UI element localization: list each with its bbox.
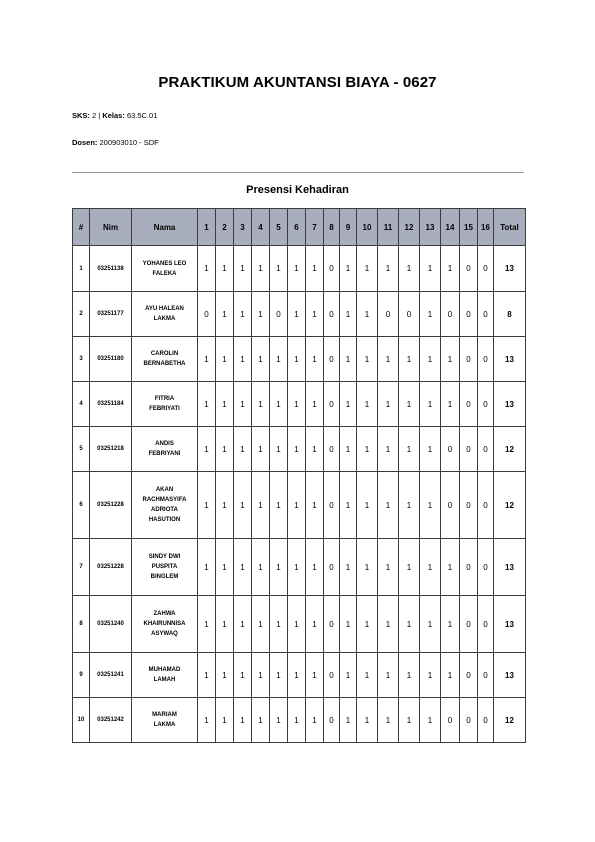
column-header: # bbox=[73, 209, 90, 246]
student-name-line: ASYWAQ bbox=[151, 631, 178, 637]
table-row bbox=[73, 539, 526, 596]
attendance-mark: 0 bbox=[478, 698, 494, 743]
table-row bbox=[73, 337, 526, 382]
attendance-mark: 1 bbox=[306, 292, 324, 337]
attendance-total: 13 bbox=[494, 539, 526, 596]
table-row bbox=[73, 246, 526, 292]
attendance-mark: 1 bbox=[306, 427, 324, 472]
attendance-mark: 1 bbox=[399, 427, 420, 472]
attendance-mark: 1 bbox=[252, 246, 270, 292]
attendance-mark: 0 bbox=[460, 292, 478, 337]
attendance-mark: 1 bbox=[288, 246, 306, 292]
attendance-mark: 1 bbox=[399, 698, 420, 743]
attendance-mark: 0 bbox=[324, 698, 340, 743]
attendance-mark: 1 bbox=[288, 596, 306, 653]
attendance-mark: 1 bbox=[378, 653, 399, 698]
column-header: 2 bbox=[216, 209, 234, 246]
attendance-mark: 1 bbox=[216, 427, 234, 472]
attendance-mark: 1 bbox=[340, 292, 357, 337]
attendance-mark: 1 bbox=[441, 382, 460, 427]
attendance-mark: 1 bbox=[234, 596, 252, 653]
attendance-mark: 1 bbox=[198, 698, 216, 743]
student-name-line: ZAHWA bbox=[153, 611, 176, 617]
attendance-mark: 1 bbox=[378, 596, 399, 653]
header-row bbox=[73, 209, 526, 246]
attendance-mark: 1 bbox=[420, 472, 441, 539]
attendance-mark: 0 bbox=[324, 382, 340, 427]
column-header: 1 bbox=[198, 209, 216, 246]
attendance-mark: 1 bbox=[306, 472, 324, 539]
kelas-label: Kelas: bbox=[102, 111, 125, 120]
attendance-mark: 1 bbox=[357, 472, 378, 539]
student-name bbox=[132, 472, 198, 539]
student-nim: 03251180 bbox=[90, 337, 132, 382]
attendance-mark: 0 bbox=[460, 596, 478, 653]
dosen-label: Dosen: bbox=[72, 138, 98, 147]
attendance-mark: 1 bbox=[357, 698, 378, 743]
student-name bbox=[132, 292, 198, 337]
table-row bbox=[73, 427, 526, 472]
attendance-mark: 0 bbox=[324, 246, 340, 292]
student-nim: 03251184 bbox=[90, 382, 132, 427]
attendance-mark: 1 bbox=[288, 427, 306, 472]
attendance-mark: 1 bbox=[399, 596, 420, 653]
attendance-mark: 1 bbox=[378, 427, 399, 472]
attendance-mark: 0 bbox=[441, 292, 460, 337]
attendance-mark: 1 bbox=[216, 653, 234, 698]
student-name-line: MUHAMAD bbox=[148, 667, 181, 673]
attendance-mark: 1 bbox=[216, 596, 234, 653]
attendance-mark: 1 bbox=[357, 292, 378, 337]
attendance-mark: 0 bbox=[324, 539, 340, 596]
student-name-line: RACHMASYIFA bbox=[142, 497, 187, 503]
attendance-mark: 1 bbox=[234, 539, 252, 596]
attendance-mark: 1 bbox=[306, 596, 324, 653]
column-header: 11 bbox=[378, 209, 399, 246]
attendance-mark: 0 bbox=[324, 292, 340, 337]
student-name-line: HASUTION bbox=[148, 517, 181, 523]
attendance-mark: 1 bbox=[378, 472, 399, 539]
attendance-mark: 0 bbox=[270, 292, 288, 337]
attendance-mark: 1 bbox=[234, 337, 252, 382]
attendance-mark: 1 bbox=[198, 337, 216, 382]
column-header: 6 bbox=[288, 209, 306, 246]
attendance-mark: 1 bbox=[420, 337, 441, 382]
attendance-mark: 1 bbox=[234, 698, 252, 743]
course-info bbox=[72, 111, 157, 120]
section-title: Presensi Kehadiran bbox=[246, 184, 349, 196]
attendance-mark: 1 bbox=[252, 382, 270, 427]
row-number: 4 bbox=[73, 382, 90, 427]
attendance-mark: 0 bbox=[460, 337, 478, 382]
column-header: Total bbox=[494, 209, 526, 246]
attendance-mark: 0 bbox=[478, 472, 494, 539]
table-row bbox=[73, 698, 526, 743]
attendance-mark: 1 bbox=[420, 427, 441, 472]
attendance-mark: 0 bbox=[478, 337, 494, 382]
column-header: 5 bbox=[270, 209, 288, 246]
attendance-mark: 1 bbox=[216, 472, 234, 539]
column-header: 8 bbox=[324, 209, 340, 246]
lecturer-info bbox=[72, 138, 159, 147]
attendance-mark: 0 bbox=[460, 698, 478, 743]
attendance-mark: 0 bbox=[378, 292, 399, 337]
student-name-line: KHAIRUNNISA bbox=[143, 621, 186, 627]
attendance-mark: 1 bbox=[288, 382, 306, 427]
attendance-mark: 1 bbox=[288, 653, 306, 698]
student-name-line: FITRIA bbox=[154, 396, 175, 402]
attendance-total: 8 bbox=[494, 292, 526, 337]
attendance-mark: 1 bbox=[306, 382, 324, 427]
attendance-mark: 1 bbox=[216, 539, 234, 596]
attendance-mark: 0 bbox=[324, 337, 340, 382]
attendance-mark: 0 bbox=[460, 539, 478, 596]
attendance-mark: 1 bbox=[357, 427, 378, 472]
divider bbox=[72, 172, 524, 173]
attendance-mark: 1 bbox=[441, 596, 460, 653]
attendance-mark: 1 bbox=[270, 337, 288, 382]
attendance-mark: 0 bbox=[478, 539, 494, 596]
sks-value: 2 bbox=[92, 111, 97, 120]
student-name-line: AKAN bbox=[155, 487, 174, 493]
column-header: 13 bbox=[420, 209, 441, 246]
attendance-mark: 1 bbox=[340, 698, 357, 743]
student-name-line: LAMAH bbox=[153, 677, 176, 683]
attendance-mark: 1 bbox=[357, 246, 378, 292]
student-nim: 03251241 bbox=[90, 653, 132, 698]
attendance-mark: 1 bbox=[216, 698, 234, 743]
attendance-mark: 1 bbox=[441, 246, 460, 292]
attendance-mark: 1 bbox=[378, 337, 399, 382]
attendance-mark: 1 bbox=[198, 596, 216, 653]
attendance-total: 13 bbox=[494, 653, 526, 698]
attendance-mark: 1 bbox=[378, 382, 399, 427]
attendance-mark: 1 bbox=[270, 246, 288, 292]
attendance-mark: 1 bbox=[340, 427, 357, 472]
attendance-mark: 0 bbox=[324, 596, 340, 653]
attendance-mark: 1 bbox=[357, 539, 378, 596]
attendance-mark: 0 bbox=[460, 472, 478, 539]
attendance-mark: 0 bbox=[460, 382, 478, 427]
column-header: Nim bbox=[90, 209, 132, 246]
column-header: 16 bbox=[478, 209, 494, 246]
attendance-mark: 1 bbox=[399, 382, 420, 427]
attendance-mark: 1 bbox=[252, 653, 270, 698]
attendance-mark: 1 bbox=[378, 246, 399, 292]
attendance-mark: 0 bbox=[198, 292, 216, 337]
attendance-mark: 1 bbox=[420, 246, 441, 292]
student-nim: 03251240 bbox=[90, 596, 132, 653]
attendance-mark: 1 bbox=[340, 539, 357, 596]
attendance-mark: 1 bbox=[234, 472, 252, 539]
student-name bbox=[132, 596, 198, 653]
student-name bbox=[132, 698, 198, 743]
student-nim: 03251242 bbox=[90, 698, 132, 743]
attendance-mark: 1 bbox=[252, 337, 270, 382]
attendance-mark: 0 bbox=[460, 653, 478, 698]
student-name-line: CAROLIN bbox=[150, 351, 179, 357]
attendance-mark: 1 bbox=[420, 596, 441, 653]
attendance-mark: 1 bbox=[340, 246, 357, 292]
attendance-mark: 0 bbox=[441, 698, 460, 743]
attendance-mark: 1 bbox=[420, 698, 441, 743]
student-name-line: PUSPITA bbox=[151, 564, 178, 570]
row-number: 6 bbox=[73, 472, 90, 539]
column-header: 14 bbox=[441, 209, 460, 246]
attendance-mark: 1 bbox=[270, 596, 288, 653]
attendance-mark: 0 bbox=[441, 427, 460, 472]
attendance-mark: 1 bbox=[216, 246, 234, 292]
attendance-total: 13 bbox=[494, 246, 526, 292]
student-name-line: FEBRIYANI bbox=[148, 451, 181, 457]
attendance-mark: 1 bbox=[340, 382, 357, 427]
attendance-mark: 1 bbox=[252, 292, 270, 337]
attendance-mark: 1 bbox=[252, 698, 270, 743]
student-nim: 03251228 bbox=[90, 472, 132, 539]
attendance-mark: 1 bbox=[420, 292, 441, 337]
column-header: 9 bbox=[340, 209, 357, 246]
attendance-mark: 1 bbox=[288, 539, 306, 596]
attendance-mark: 1 bbox=[270, 653, 288, 698]
row-number: 7 bbox=[73, 539, 90, 596]
student-name bbox=[132, 246, 198, 292]
row-number: 10 bbox=[73, 698, 90, 743]
attendance-total: 12 bbox=[494, 472, 526, 539]
student-nim: 03251228 bbox=[90, 539, 132, 596]
attendance-mark: 0 bbox=[478, 596, 494, 653]
attendance-mark: 0 bbox=[478, 246, 494, 292]
attendance-mark: 1 bbox=[357, 337, 378, 382]
attendance-mark: 0 bbox=[478, 427, 494, 472]
attendance-mark: 1 bbox=[252, 427, 270, 472]
student-name-line: ANDIS bbox=[155, 441, 174, 447]
attendance-mark: 1 bbox=[306, 246, 324, 292]
attendance-mark: 1 bbox=[198, 539, 216, 596]
attendance-mark: 1 bbox=[216, 382, 234, 427]
attendance-mark: 1 bbox=[198, 653, 216, 698]
attendance-mark: 1 bbox=[252, 539, 270, 596]
attendance-mark: 1 bbox=[340, 653, 357, 698]
attendance-mark: 1 bbox=[252, 596, 270, 653]
attendance-mark: 0 bbox=[460, 427, 478, 472]
attendance-mark: 1 bbox=[270, 472, 288, 539]
attendance-mark: 1 bbox=[234, 246, 252, 292]
attendance-mark: 1 bbox=[306, 539, 324, 596]
attendance-mark: 1 bbox=[378, 539, 399, 596]
attendance-mark: 1 bbox=[288, 698, 306, 743]
attendance-mark: 1 bbox=[270, 427, 288, 472]
attendance-mark: 1 bbox=[216, 337, 234, 382]
attendance-mark: 1 bbox=[198, 427, 216, 472]
attendance-mark: 1 bbox=[270, 382, 288, 427]
attendance-mark: 1 bbox=[441, 653, 460, 698]
attendance-mark: 1 bbox=[378, 698, 399, 743]
attendance-mark: 1 bbox=[234, 292, 252, 337]
attendance-mark: 1 bbox=[399, 337, 420, 382]
attendance-mark: 0 bbox=[324, 653, 340, 698]
student-name-line: MARIAM bbox=[152, 712, 177, 718]
attendance-mark: 1 bbox=[288, 337, 306, 382]
attendance-total: 12 bbox=[494, 698, 526, 743]
row-number: 5 bbox=[73, 427, 90, 472]
attendance-mark: 1 bbox=[357, 382, 378, 427]
student-name-line: ADRIOTA bbox=[151, 507, 178, 513]
column-header: 12 bbox=[399, 209, 420, 246]
row-number: 8 bbox=[73, 596, 90, 653]
attendance-mark: 1 bbox=[198, 472, 216, 539]
attendance-mark: 1 bbox=[399, 539, 420, 596]
student-nim: 03251177 bbox=[90, 292, 132, 337]
attendance-mark: 1 bbox=[340, 596, 357, 653]
table-row bbox=[73, 382, 526, 427]
table-row bbox=[73, 653, 526, 698]
attendance-mark: 1 bbox=[441, 539, 460, 596]
column-header: 3 bbox=[234, 209, 252, 246]
row-number: 1 bbox=[73, 246, 90, 292]
student-name-line: BINGLEM bbox=[150, 574, 179, 580]
attendance-mark: 1 bbox=[340, 472, 357, 539]
attendance-total: 13 bbox=[494, 382, 526, 427]
separator: | bbox=[98, 111, 101, 120]
attendance-mark: 1 bbox=[288, 292, 306, 337]
row-number: 9 bbox=[73, 653, 90, 698]
attendance-mark: 1 bbox=[252, 472, 270, 539]
attendance-mark: 1 bbox=[420, 539, 441, 596]
attendance-mark: 1 bbox=[198, 382, 216, 427]
attendance-mark: 1 bbox=[234, 653, 252, 698]
attendance-mark: 1 bbox=[399, 472, 420, 539]
student-name-line: YOHANES LEO bbox=[142, 260, 187, 267]
column-header: 10 bbox=[357, 209, 378, 246]
attendance-mark: 1 bbox=[340, 337, 357, 382]
student-name-line: LAKMA bbox=[153, 722, 176, 728]
student-name-line: BERNABETHA bbox=[143, 361, 186, 367]
student-name bbox=[132, 539, 198, 596]
attendance-mark: 1 bbox=[420, 653, 441, 698]
table-body bbox=[73, 246, 526, 743]
attendance-mark: 1 bbox=[399, 246, 420, 292]
attendance-mark: 1 bbox=[441, 337, 460, 382]
attendance-mark: 0 bbox=[324, 427, 340, 472]
attendance-total: 13 bbox=[494, 337, 526, 382]
attendance-total: 12 bbox=[494, 427, 526, 472]
page-title: PRAKTIKUM AKUNTANSI BIAYA - 0627 bbox=[158, 74, 437, 91]
student-name bbox=[132, 653, 198, 698]
attendance-mark: 1 bbox=[357, 653, 378, 698]
student-name-line: FEBRIYATI bbox=[149, 406, 180, 412]
attendance-mark: 0 bbox=[478, 382, 494, 427]
column-header: Nama bbox=[132, 209, 198, 246]
student-nim: 03251138 bbox=[90, 246, 132, 292]
student-name-line: SINDY DWI bbox=[148, 554, 181, 560]
student-name bbox=[132, 382, 198, 427]
student-name-line: FALEKA bbox=[152, 270, 177, 277]
attendance-mark: 0 bbox=[478, 653, 494, 698]
student-name bbox=[132, 337, 198, 382]
attendance-table bbox=[72, 208, 526, 743]
attendance-mark: 1 bbox=[198, 246, 216, 292]
attendance-mark: 1 bbox=[357, 596, 378, 653]
sks-label: SKS: bbox=[72, 111, 90, 120]
attendance-mark: 1 bbox=[234, 382, 252, 427]
attendance-mark: 1 bbox=[288, 472, 306, 539]
table-row bbox=[73, 292, 526, 337]
attendance-total: 13 bbox=[494, 596, 526, 653]
attendance-mark: 1 bbox=[399, 653, 420, 698]
attendance-mark: 1 bbox=[306, 653, 324, 698]
attendance-mark: 1 bbox=[420, 382, 441, 427]
attendance-mark: 1 bbox=[216, 292, 234, 337]
student-name-line: AYU HALEAN bbox=[145, 306, 184, 312]
attendance-mark: 1 bbox=[306, 337, 324, 382]
column-header: 15 bbox=[460, 209, 478, 246]
table-row bbox=[73, 472, 526, 539]
row-number: 2 bbox=[73, 292, 90, 337]
attendance-mark: 0 bbox=[460, 246, 478, 292]
column-header: 4 bbox=[252, 209, 270, 246]
attendance-mark: 0 bbox=[324, 472, 340, 539]
student-nim: 03251218 bbox=[90, 427, 132, 472]
attendance-mark: 1 bbox=[270, 539, 288, 596]
attendance-mark: 0 bbox=[441, 472, 460, 539]
row-number: 3 bbox=[73, 337, 90, 382]
attendance-mark: 1 bbox=[270, 698, 288, 743]
dosen-value: 200903010 - SDF bbox=[99, 138, 159, 147]
student-name bbox=[132, 427, 198, 472]
table-row bbox=[73, 596, 526, 653]
attendance-mark: 1 bbox=[234, 427, 252, 472]
attendance-mark: 0 bbox=[399, 292, 420, 337]
attendance-mark: 0 bbox=[478, 292, 494, 337]
student-name-line: LAKMA bbox=[153, 316, 176, 322]
attendance-mark: 1 bbox=[306, 698, 324, 743]
kelas-value: 63.5C.01 bbox=[126, 111, 158, 120]
column-header: 7 bbox=[306, 209, 324, 246]
